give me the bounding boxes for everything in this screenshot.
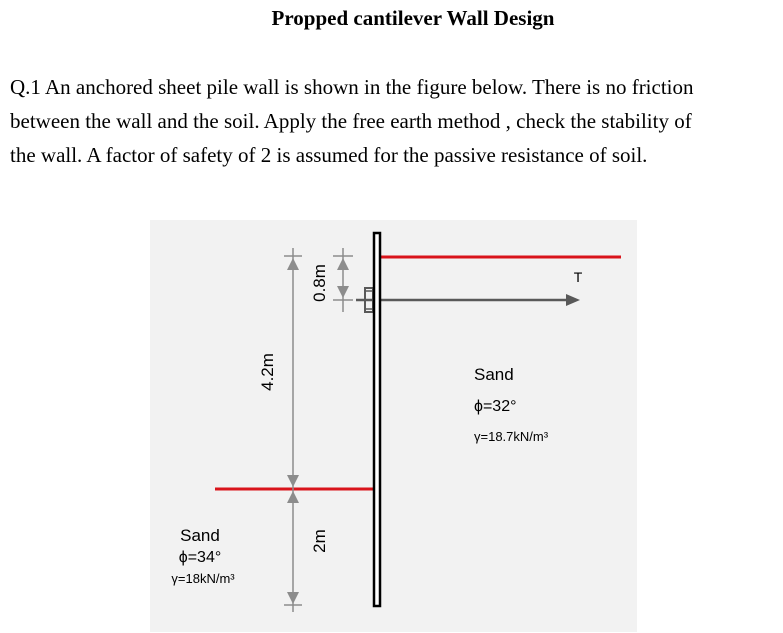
soil-right-gamma: γ=18.7kN/m³ (474, 429, 549, 444)
soil-right-phi: ϕ=32° (474, 398, 517, 415)
page-title: Propped cantilever Wall Design (271, 6, 555, 30)
soil-left-name: Sand (180, 526, 220, 545)
soil-right-name: Sand (474, 365, 514, 384)
dimension-label-embedment: 2m (310, 529, 329, 553)
question-line: Q.1 An anchored sheet pile wall is shown in the figure below. There is no friction (10, 75, 694, 99)
soil-left-gamma: γ=18kN/m³ (171, 571, 235, 586)
anchor-force-label: T (573, 269, 583, 285)
dimension-label-height: 4.2m (258, 353, 277, 391)
question-line: between the wall and the soil. Apply the free earth method , check the stability of (10, 109, 692, 133)
dimension-label-anchor: 0.8m (310, 264, 329, 302)
sheet-pile-wall (374, 233, 380, 606)
soil-left-phi: ϕ=34° (178, 549, 222, 566)
question-line: the wall. A factor of safety of 2 is assumed for the passive resistance of soil. (10, 143, 648, 167)
